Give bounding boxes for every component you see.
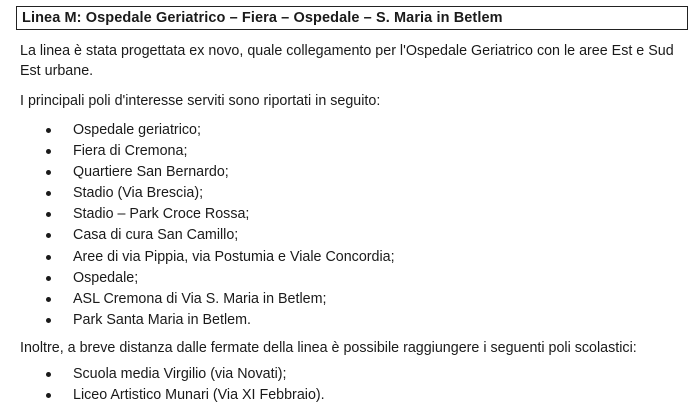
schools-intro: Inoltre, a breve distanza dalle fermate della linea è possibile raggiungere i seguenti poli scolastici: [20, 340, 637, 356]
section-title: Linea M: Ospedale Geriatrico – Fiera – Ospedale – S. Maria in Betlem [22, 10, 503, 26]
document-page: Linea M: Ospedale Geriatrico – Fiera – Ospedale – S. Maria in Betlem La linea è stata progettata ex novo, quale collegamento per l'Ospedale Geriatrico con le aree Est e Sud Est urbane. I principali poli d'interesse serviti sono riportati in seguito: Ospedale geriatrico; Fiera di Cremona; Quartiere San Bernardo; Stadio (Via Brescia); Stadio – Park Croce Rossa; Casa di cura San Camillo; Aree di via Pippia, via Postumia e Viale Concordia; Ospedale; ASL Cremona di Via S. Maria in Betlem; Park Santa Maria in Betlem. Inoltre, a breve distanza dalle fermate della linea è possibile raggiungere i seguenti poli scolastici: Scuola media Virgilio (via Novati); Liceo Artistico Munari (Via XI Febbraio). [0, 0, 700, 411]
bullet-icon [46, 212, 51, 217]
bullet-icon [46, 255, 51, 260]
bullet-icon [46, 393, 51, 398]
bullet-icon [46, 128, 51, 133]
bullet-icon [46, 233, 51, 238]
intro-paragraph: La linea è stata progettata ex novo, quale collegamento per l'Ospedale Geriatrico con le aree Est e Sud Est urbane. [20, 43, 674, 79]
section-title-box [16, 6, 688, 30]
bullet-icon [46, 297, 51, 302]
poles-intro: I principali poli d'interesse serviti sono riportati in seguito: [20, 93, 381, 109]
bullet-icon [46, 372, 51, 377]
bullet-icon [46, 149, 51, 154]
bullet-icon [46, 318, 51, 323]
bullet-icon [46, 170, 51, 175]
bullet-icon [46, 191, 51, 196]
bullet-icon [46, 276, 51, 281]
